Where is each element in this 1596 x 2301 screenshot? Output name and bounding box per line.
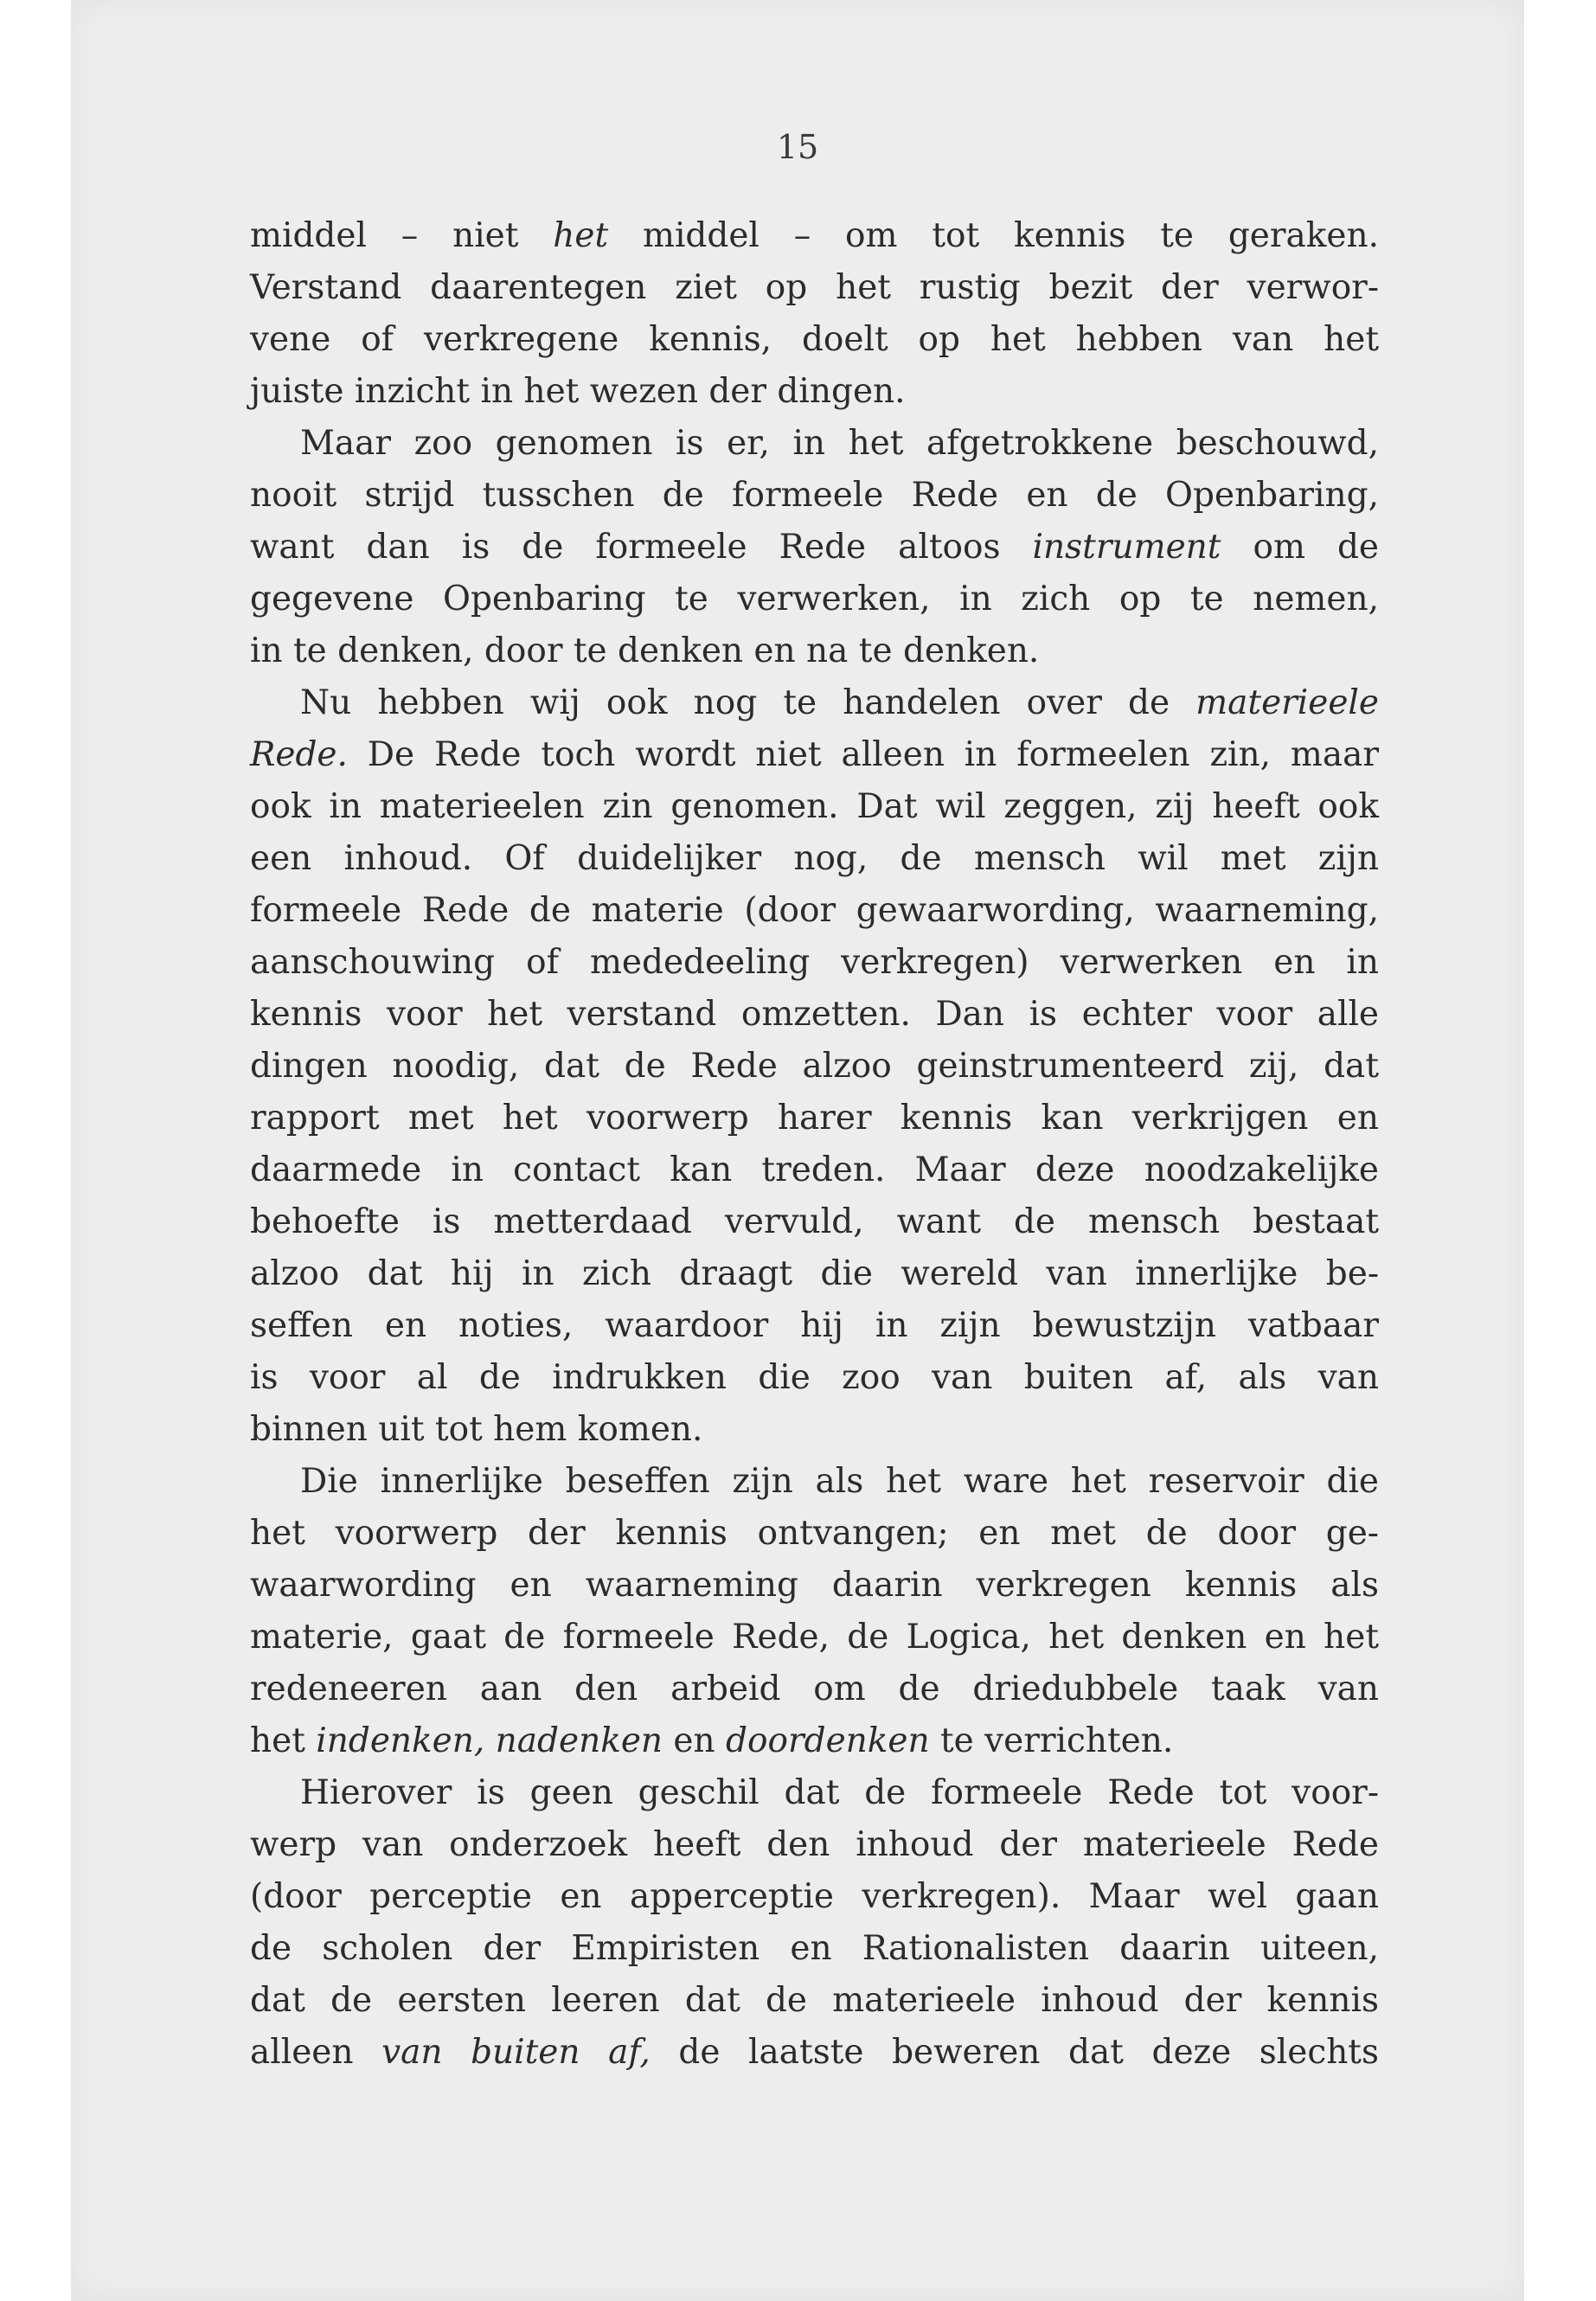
- text-line: waarwording en waarneming daarin verkregen kennis als: [250, 1566, 1379, 1605]
- text-line: formeele Rede de materie (door gewaarwording, waarneming,: [250, 891, 1379, 930]
- text-line: redeneeren aan den arbeid om de driedubbele taak van: [250, 1670, 1379, 1708]
- text-line: middel – niet het middel – om tot kennis te geraken.: [250, 216, 1379, 255]
- text-line: behoefte is metterdaad vervuld, want de mensch bestaat: [250, 1202, 1379, 1241]
- text-line: binnen uit tot hem komen.: [250, 1410, 703, 1449]
- text-line: gegevene Openbaring te verwerken, in zich op te nemen,: [250, 580, 1379, 619]
- text-line: rapport met het voorwerp harer kennis kan verkrijgen en: [250, 1099, 1379, 1138]
- book-page: [71, 0, 1524, 2301]
- text-line: de scholen der Empiristen en Rationalisten daarin uiteen,: [250, 1929, 1379, 1968]
- text-line: (door perceptie en apperceptie verkregen). Maar wel gaan: [250, 1877, 1379, 1916]
- text-line: Die innerlijke beseffen zijn als het ware het reservoir die: [300, 1462, 1379, 1501]
- text-line: een inhoud. Of duidelijker nog, de mensch wil met zijn: [250, 839, 1379, 878]
- text-line: dat de eersten leeren dat de materieele inhoud der kennis: [250, 1981, 1379, 2020]
- text-line: alleen van buiten af, de laatste beweren dat deze slechts: [250, 2033, 1379, 2072]
- text-line: Rede. De Rede toch wordt niet alleen in formeelen zin, maar: [250, 735, 1379, 774]
- text-line: Verstand daarentegen ziet op het rustig bezit der verwor-: [250, 268, 1379, 307]
- text-line: is voor al de indrukken die zoo van buiten af, als van: [250, 1358, 1379, 1397]
- body-text: [250, 210, 1379, 2079]
- text-line: alzoo dat hij in zich draagt die wereld van innerlijke be-: [250, 1254, 1379, 1293]
- text-line: kennis voor het verstand omzetten. Dan is echter voor alle: [250, 995, 1379, 1034]
- text-line: want dan is de formeele Rede altoos instrument om de: [250, 528, 1379, 567]
- text-line: dingen noodig, dat de Rede alzoo geinstrumenteerd zij, dat: [250, 1047, 1379, 1086]
- text-line: Hierover is geen geschil dat de formeele Rede tot voor-: [300, 1773, 1379, 1812]
- text-line: aanschouwing of mededeeling verkregen) verwerken en in: [250, 943, 1379, 982]
- text-line: juiste inzicht in het wezen der dingen.: [250, 372, 906, 411]
- text-line: het indenken, nadenken en doordenken te verrichten.: [250, 1721, 1174, 1760]
- text-line: werp van onderzoek heeft den inhoud der materieele Rede: [250, 1825, 1379, 1864]
- text-line: materie, gaat de formeele Rede, de Logica, het denken en het: [250, 1618, 1379, 1657]
- text-line: Maar zoo genomen is er, in het afgetrokkene beschouwd,: [300, 424, 1379, 463]
- text-line: ook in materieelen zin genomen. Dat wil zeggen, zij heeft ook: [250, 787, 1379, 826]
- text-line: in te denken, door te denken en na te denken.: [250, 631, 1040, 670]
- text-line: seffen en noties, waardoor hij in zijn bewustzijn vatbaar: [250, 1306, 1379, 1345]
- text-line: daarmede in contact kan treden. Maar deze noodzakelijke: [250, 1150, 1379, 1189]
- text-line: het voorwerp der kennis ontvangen; en met de door ge-: [250, 1514, 1379, 1553]
- page-number: 15: [776, 128, 819, 166]
- text-line: vene of verkregene kennis, doelt op het hebben van het: [250, 320, 1379, 359]
- text-line: nooit strijd tusschen de formeele Rede en de Openbaring,: [250, 476, 1379, 515]
- text-line: Nu hebben wij ook nog te handelen over de materieele: [300, 683, 1379, 722]
